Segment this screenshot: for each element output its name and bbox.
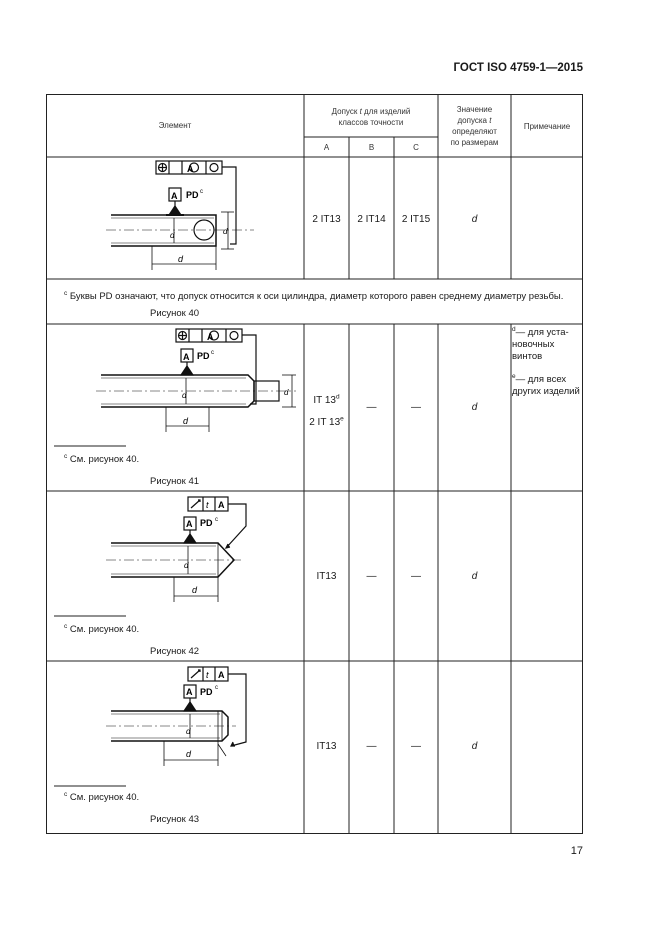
fig41-pd-mark: c — [211, 350, 214, 356]
row41-note-d: $^d$— для уста-новочных винтов — [512, 325, 569, 362]
fig40-dim-d-inner: d — [170, 231, 175, 240]
figure-42-caption: Рисунок 42 — [150, 646, 200, 657]
row41-value: d — [471, 402, 478, 413]
fig42-pd-mark: c — [215, 517, 218, 523]
row42-class-b: — — [366, 571, 377, 582]
fig40-datum-label: A — [171, 191, 178, 201]
fig41-frame-datum: A — [207, 332, 214, 342]
header-class-b: B — [368, 143, 375, 152]
figure-43-caption: Рисунок 43 — [150, 814, 200, 825]
fig42-datum-label: A — [186, 519, 193, 529]
header-tolerance: Допуск t для изделий классов точности — [331, 107, 411, 127]
fig41-datum-label: A — [183, 352, 190, 362]
row41-footnote: $^c$ См. рисунок 40. — [64, 452, 140, 465]
figure-43-drawing — [106, 666, 306, 778]
row41-class-a: IT 13$^d$ 2 IT 13e — [309, 393, 344, 428]
fig40-dim-d: d — [178, 254, 184, 264]
row41-class-b: — — [366, 402, 377, 413]
row41-class-c: — — [411, 402, 421, 413]
fig41-pd-label: PD — [197, 351, 210, 361]
row40-class-c: 2 IT15 — [401, 214, 431, 225]
fig43-dim-d: d — [186, 749, 192, 759]
header-class-c: C — [413, 143, 419, 152]
row43-class-a: IT13 — [316, 741, 337, 752]
header-note: Примечание — [523, 122, 571, 131]
row43-footnote: $^c$ См. рисунок 40. — [64, 790, 140, 803]
figure-40-caption: Рисунок 40 — [150, 308, 200, 319]
row42-class-c: — — [411, 571, 421, 582]
row43-value: d — [471, 741, 478, 752]
row40-class-a: 2 IT13 — [312, 214, 341, 225]
fig43-frame-t: t — [206, 670, 209, 680]
fig42-pd-label: PD — [200, 518, 213, 528]
header-class-a: A — [323, 143, 330, 152]
fig42-frame-datum: A — [218, 500, 225, 510]
row40-class-b: 2 IT14 — [357, 214, 386, 225]
fig40-pd-mark: c — [200, 189, 203, 195]
document-code: ГОСТ ISO 4759-1—2015 — [453, 62, 583, 74]
fig41-dim-d-inner: d — [182, 391, 187, 400]
fig43-frame-datum: A — [218, 670, 225, 680]
figure-41-drawing — [96, 328, 301, 438]
row41-note-e: $^e$— для всех других изделий — [512, 372, 580, 397]
fig43-pd-label: PD — [200, 687, 213, 697]
fig40-frame-datum: A — [187, 164, 194, 174]
row43-class-b: — — [366, 741, 377, 752]
row43-class-c: — — [411, 741, 421, 752]
fig43-pd-mark: c — [215, 685, 218, 691]
header-value: Значение допуска t определяют по размерам — [450, 105, 499, 147]
row42-footnote: $^c$ См. рисунок 40. — [64, 622, 140, 635]
fig42-dim-d: d — [192, 585, 198, 595]
fig43-datum-label: A — [186, 687, 193, 697]
fig40-pd-label: PD — [186, 190, 199, 200]
row40-footnote: $^c$ Буквы PD означают, что допуск относится к оси цилиндра, диаметр которого равен среднему диаметру резьбы. — [64, 289, 564, 302]
fig42-dim-d-inner: d — [184, 561, 189, 570]
fig40-dim-d-right: d — [223, 227, 228, 236]
fig41-dim-d-right: d — [284, 388, 289, 397]
header-element: Элемент — [158, 121, 192, 130]
fig41-dim-d: d — [183, 416, 189, 426]
row42-value: d — [471, 571, 478, 582]
row40-value: d — [471, 214, 478, 225]
page-number: 17 — [570, 845, 583, 857]
tolerance-table — [46, 94, 583, 834]
figure-41-caption: Рисунок 41 — [150, 476, 200, 487]
row42-class-a: IT13 — [316, 571, 337, 582]
figure-42-drawing — [106, 496, 306, 608]
fig42-frame-t: t — [206, 500, 209, 510]
figure-40-drawing — [106, 160, 286, 278]
fig43-dim-d-inner: d — [186, 727, 191, 736]
